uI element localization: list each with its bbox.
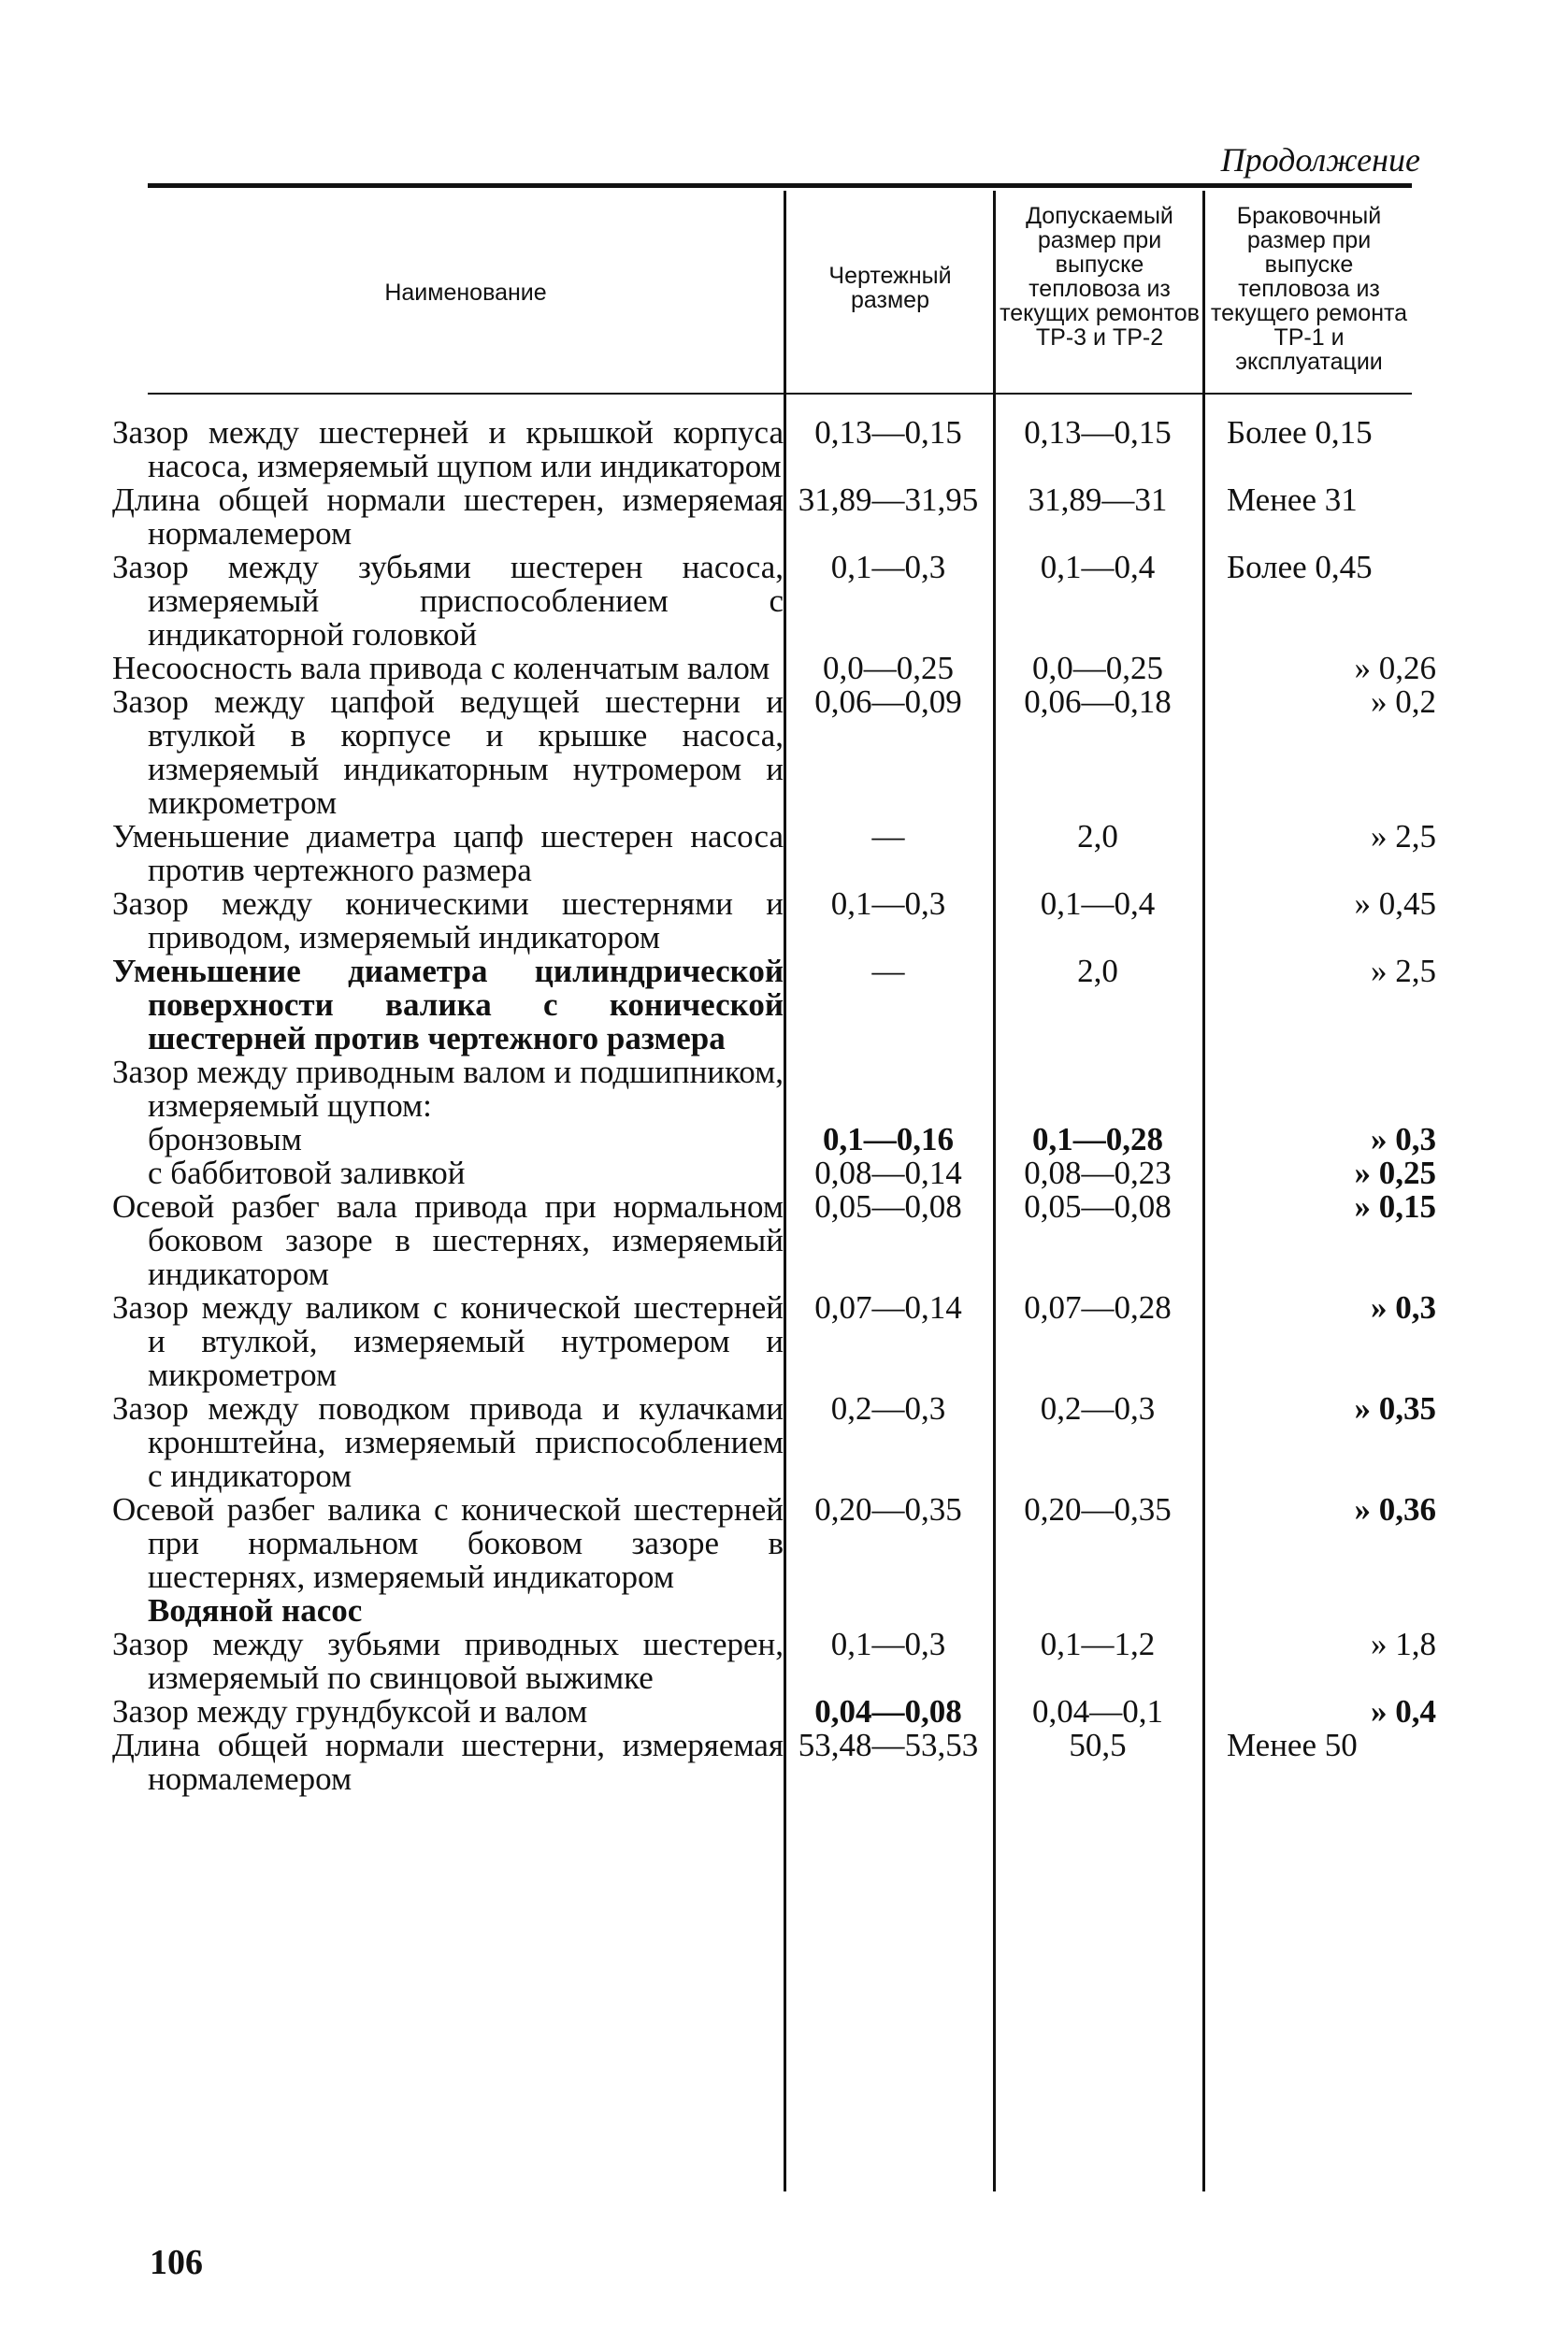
row-name: Зазор между зубьями шестерен насоса, измеряемый приспособлением с индикаторной головкой bbox=[112, 549, 784, 653]
row-reject bbox=[1202, 1056, 1436, 1123]
continuation-label: Продолжение bbox=[1220, 141, 1420, 179]
row-allowed: 0,06—0,18 bbox=[1024, 683, 1172, 720]
row-reject: Менее 50 bbox=[1227, 1727, 1358, 1763]
row-reject: » 2,5 bbox=[1371, 818, 1436, 855]
row-allowed: 0,1—1,2 bbox=[1040, 1626, 1156, 1662]
row-allowed: 0,0—0,25 bbox=[1032, 650, 1163, 686]
row-name: бронзовым bbox=[148, 1121, 302, 1157]
row-reject: » 0,36 bbox=[1354, 1491, 1436, 1528]
row-allowed: 0,04—0,1 bbox=[1032, 1693, 1163, 1730]
row-name: с баббитовой заливкой bbox=[148, 1155, 466, 1191]
row-name: Осевой разбег валика с конической шестерней при нормальном боковом зазоре в шестернях, измеряемый индикатором bbox=[112, 1491, 784, 1595]
header-name: Наименование bbox=[384, 280, 547, 306]
row-allowed: 2,0 bbox=[1077, 818, 1118, 855]
row-allowed: 0,20—0,35 bbox=[1024, 1491, 1172, 1528]
row-name: Длина общей нормали шестерен, измеряемая нормалемером bbox=[112, 481, 784, 552]
row-reject: » 2,5 bbox=[1371, 953, 1436, 989]
row-reject: Более 0,45 bbox=[1227, 549, 1373, 585]
row-reject: » 0,15 bbox=[1354, 1188, 1436, 1225]
row-drawing: 0,2—0,3 bbox=[830, 1390, 946, 1427]
row-reject: » 0,26 bbox=[1354, 650, 1436, 686]
row-reject: » 0,4 bbox=[1371, 1693, 1436, 1730]
row-drawing: 0,05—0,08 bbox=[814, 1188, 962, 1225]
row-drawing: 0,06—0,09 bbox=[814, 683, 962, 720]
header-drawing: Чертежный размер bbox=[828, 263, 952, 313]
table-row bbox=[148, 1392, 1436, 1493]
row-allowed: 0,1—0,4 bbox=[1040, 549, 1156, 585]
row-drawing: 53,48—53,53 bbox=[798, 1727, 979, 1763]
row-name: Зазор между приводным валом и подшипником, измеряемый щупом: bbox=[112, 1054, 784, 1124]
table-row bbox=[148, 955, 1436, 1056]
row-reject: Более 0,15 bbox=[1227, 414, 1373, 451]
row-drawing: — bbox=[871, 953, 905, 989]
row-drawing: 31,89—31,95 bbox=[798, 481, 979, 518]
row-name: Зазор между коническими шестернями и приводом, измеряемый индикатором bbox=[112, 885, 784, 955]
row-allowed bbox=[993, 1056, 1202, 1123]
row-reject: » 0,35 bbox=[1354, 1390, 1436, 1427]
section-row bbox=[148, 1594, 1436, 1628]
row-drawing bbox=[784, 1056, 993, 1123]
row-reject: » 0,3 bbox=[1371, 1289, 1436, 1326]
row-drawing: 0,13—0,15 bbox=[814, 414, 962, 451]
table-row bbox=[148, 416, 1436, 483]
row-reject: » 0,2 bbox=[1371, 683, 1436, 720]
row-name: Зазор между зубьями приводных шестерен, измеряемый по свинцовой выжимке bbox=[112, 1626, 784, 1696]
row-reject: » 0,45 bbox=[1354, 885, 1436, 922]
row-reject: Менее 31 bbox=[1227, 481, 1358, 518]
row-name: Осевой разбег вала привода при нормальном боковом зазоре в шестернях, измеряемый индикатором bbox=[112, 1188, 784, 1292]
row-drawing: 0,1—0,3 bbox=[830, 885, 946, 922]
table-row bbox=[148, 887, 1436, 955]
table-row bbox=[148, 551, 1436, 652]
row-drawing: 0,1—0,16 bbox=[823, 1121, 954, 1157]
table-row bbox=[148, 685, 1436, 820]
row-allowed: 50,5 bbox=[1069, 1727, 1127, 1763]
row-drawing: 0,07—0,14 bbox=[814, 1289, 962, 1326]
row-allowed: 0,07—0,28 bbox=[1024, 1289, 1172, 1326]
table-row bbox=[148, 1695, 1436, 1729]
row-name: Зазор между поводком привода и кулачками кронштейна, измеряемый приспособлением с индикатором bbox=[112, 1390, 784, 1494]
row-name: Зазор между цапфой ведущей шестерни и втулкой в корпусе и крышке насоса, измеряемый индикаторным нутромером и микрометром bbox=[112, 683, 784, 821]
row-name: Уменьшение диаметра цапф шестерен насоса против чертежного размера bbox=[112, 818, 784, 888]
row-allowed: 0,08—0,23 bbox=[1024, 1155, 1172, 1191]
row-drawing: 0,1—0,3 bbox=[830, 1626, 946, 1662]
specs-table bbox=[112, 414, 1436, 1797]
table-row bbox=[148, 652, 1436, 685]
row-allowed: 0,1—0,4 bbox=[1040, 885, 1156, 922]
header-bottom-rule bbox=[148, 393, 1412, 395]
table-row bbox=[148, 1291, 1436, 1392]
table-row bbox=[148, 1190, 1436, 1291]
table-row bbox=[148, 483, 1436, 551]
table-row bbox=[148, 820, 1436, 887]
row-name: Зазор между валиком с конической шестерней и втулкой, измеряемый нутромером и микрометром bbox=[112, 1289, 784, 1393]
section-title: Водяной насос bbox=[148, 1592, 363, 1629]
row-reject: » 0,25 bbox=[1354, 1155, 1436, 1191]
row-name: Несоосность вала привода с коленчатым валом bbox=[112, 650, 770, 686]
row-name: Длина общей нормали шестерни, измеряемая нормалемером bbox=[112, 1727, 784, 1797]
table-row bbox=[148, 1628, 1436, 1695]
table-row bbox=[148, 1729, 1436, 1796]
row-reject: » 1,8 bbox=[1371, 1626, 1436, 1662]
row-allowed: 0,2—0,3 bbox=[1040, 1390, 1156, 1427]
table-row bbox=[148, 1123, 1436, 1157]
row-drawing: 0,08—0,14 bbox=[814, 1155, 962, 1191]
row-drawing: 0,0—0,25 bbox=[823, 650, 954, 686]
row-drawing: 0,1—0,3 bbox=[830, 549, 946, 585]
table-row bbox=[148, 1493, 1436, 1594]
table-top-rule bbox=[148, 183, 1412, 188]
row-drawing: — bbox=[871, 818, 905, 855]
row-name: Зазор между грундбуксой и валом bbox=[112, 1693, 588, 1730]
page-number: 106 bbox=[150, 2243, 203, 2282]
row-allowed: 31,89—31 bbox=[1028, 481, 1168, 518]
header-reject: Браковочный размер при выпуске тепловоза из текущего ремонта ТР-1 и эксплуатации bbox=[1210, 203, 1408, 375]
header-allowed: Допускаемый размер при выпуске тепловоза из текущих ремонтов ТР-3 и ТР-2 bbox=[1000, 203, 1200, 351]
table-row bbox=[148, 1056, 1436, 1123]
row-name: Зазор между шестерней и крышкой корпуса насоса, измеряемый щупом или индикатором bbox=[112, 414, 784, 484]
row-drawing: 0,04—0,08 bbox=[814, 1693, 962, 1730]
row-drawing: 0,20—0,35 bbox=[814, 1491, 962, 1528]
row-allowed: 0,05—0,08 bbox=[1024, 1188, 1172, 1225]
row-allowed: 0,13—0,15 bbox=[1024, 414, 1172, 451]
row-reject: » 0,3 bbox=[1371, 1121, 1436, 1157]
row-allowed: 2,0 bbox=[1077, 953, 1118, 989]
table-row bbox=[148, 1157, 1436, 1190]
row-allowed: 0,1—0,28 bbox=[1032, 1121, 1163, 1157]
row-name: Уменьшение диаметра цилиндрической поверхности валика с конической шестерней против чертежного размера bbox=[112, 953, 784, 1056]
